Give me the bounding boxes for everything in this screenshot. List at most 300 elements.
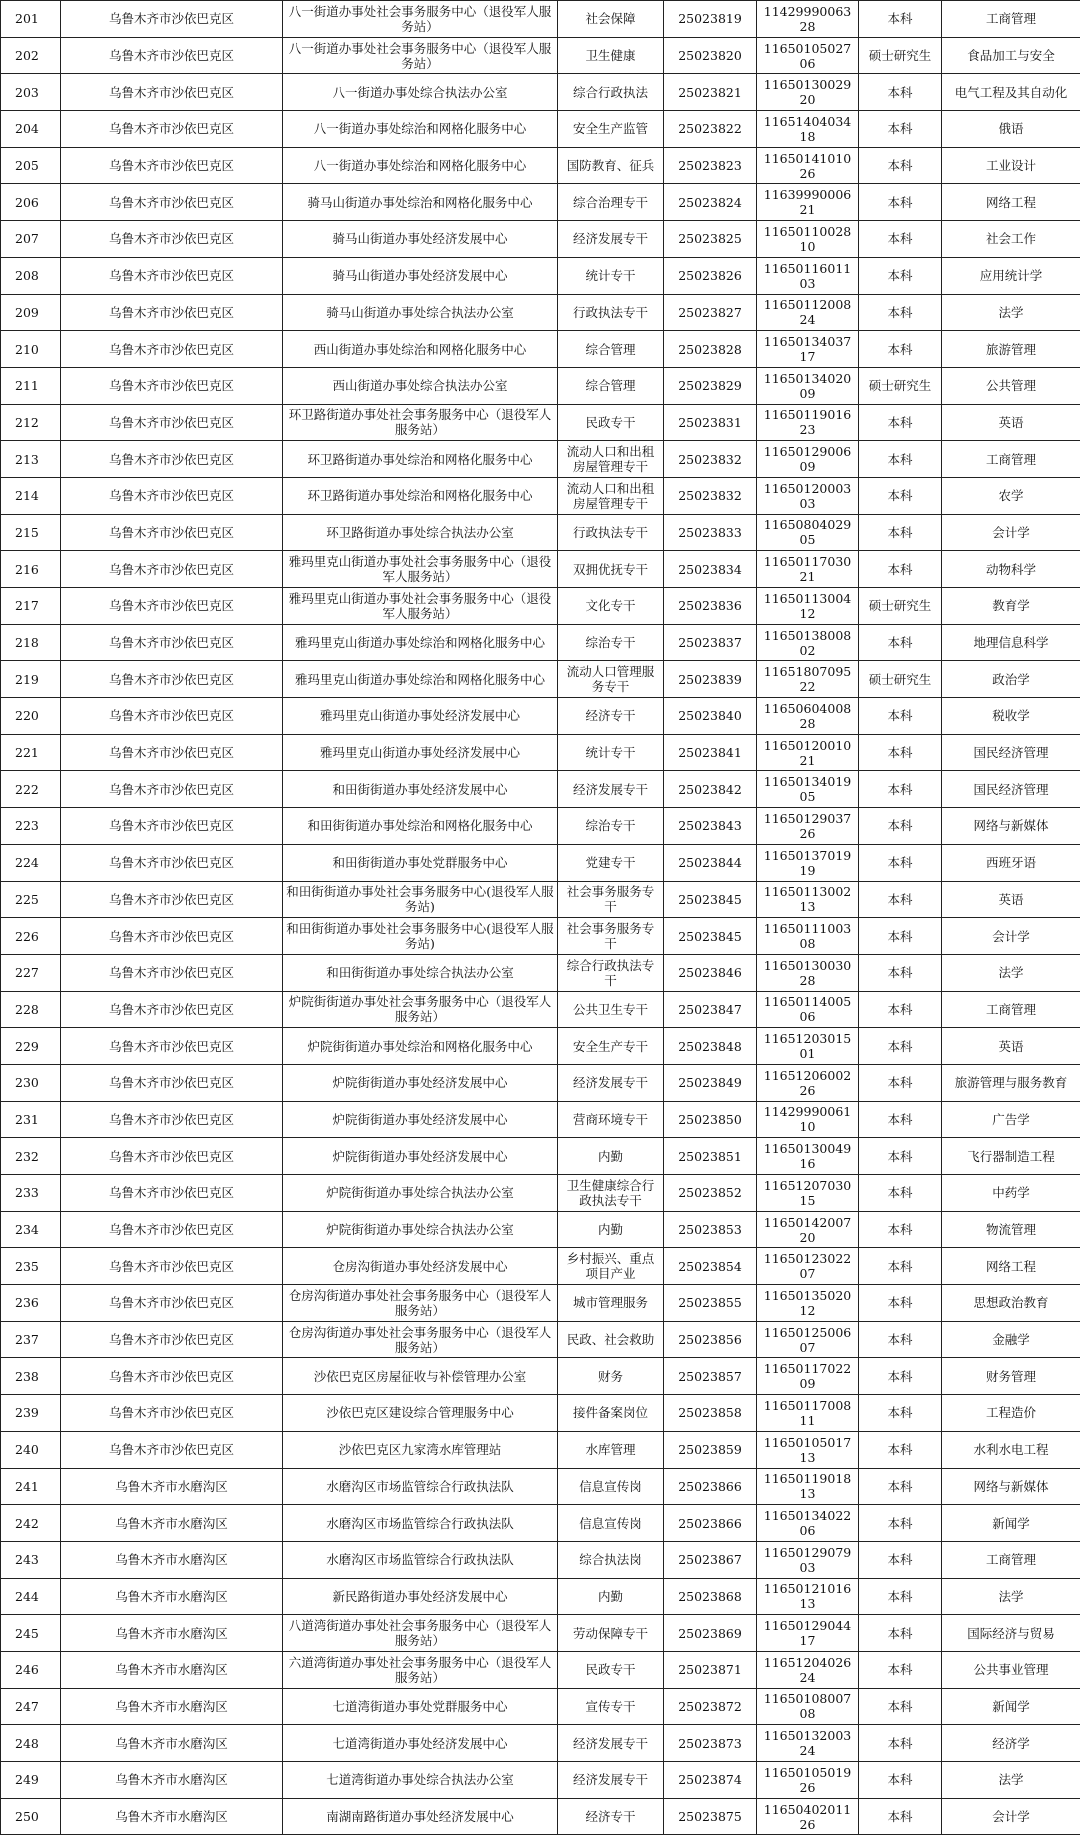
table-row (1, 367, 1080, 404)
cell-registration-number: 1142999006328 (757, 1, 859, 38)
table-row (1, 1101, 1080, 1138)
cell-position-name: 卫生健康 (558, 37, 664, 74)
cell-registration-number: 1165011901623 (757, 404, 859, 441)
table-row (1, 991, 1080, 1028)
cell-row-number: 233 (1, 1175, 61, 1212)
cell-district: 乌鲁木齐市沙依巴克区 (61, 881, 283, 918)
cell-recruiting-unit: 雅玛里克山街道办事处社会事务服务中心（退役军人服务站） (283, 588, 558, 625)
cell-recruiting-unit: 八一街道办事处综治和网格化服务中心 (283, 111, 558, 148)
cell-district: 乌鲁木齐市沙依巴克区 (61, 991, 283, 1028)
cell-position-code: 25023868 (664, 1578, 757, 1615)
cell-position-name: 经济发展专干 (558, 1725, 664, 1762)
cell-recruiting-unit: 和田街街道办事处综合执法办公室 (283, 954, 558, 991)
cell-education: 本科 (859, 514, 942, 551)
cell-major: 财务管理 (942, 1358, 1080, 1395)
table-row (1, 1, 1080, 38)
table-row (1, 1248, 1080, 1285)
cell-position-name: 综合治理专干 (558, 184, 664, 221)
cell-recruiting-unit: 和田街街道办事处经济发展中心 (283, 771, 558, 808)
cell-education: 本科 (859, 331, 942, 368)
cell-education: 本科 (859, 257, 942, 294)
cell-position-name: 流动人口和出租房屋管理专干 (558, 477, 664, 514)
cell-position-code: 25023824 (664, 184, 757, 221)
cell-major: 会计学 (942, 918, 1080, 955)
cell-registration-number: 1165010800708 (757, 1688, 859, 1725)
cell-position-code: 25023834 (664, 551, 757, 588)
cell-major: 国际经济与贸易 (942, 1615, 1080, 1652)
cell-row-number: 228 (1, 991, 61, 1028)
cell-registration-number: 1165011601103 (757, 257, 859, 294)
cell-district: 乌鲁木齐市沙依巴克区 (61, 551, 283, 588)
cell-major: 思想政治教育 (942, 1285, 1080, 1322)
cell-position-code: 25023822 (664, 111, 757, 148)
cell-education: 本科 (859, 1541, 942, 1578)
cell-major: 会计学 (942, 1798, 1080, 1835)
cell-row-number: 245 (1, 1615, 61, 1652)
cell-row-number: 235 (1, 1248, 61, 1285)
cell-row-number: 243 (1, 1541, 61, 1578)
cell-district: 乌鲁木齐市沙依巴克区 (61, 74, 283, 111)
cell-education: 本科 (859, 221, 942, 258)
cell-position-code: 25023856 (664, 1321, 757, 1358)
cell-education: 硕士研究生 (859, 588, 942, 625)
table-row (1, 771, 1080, 808)
table-row (1, 184, 1080, 221)
table-row (1, 1175, 1080, 1212)
cell-position-code: 25023833 (664, 514, 757, 551)
cell-position-name: 社会保障 (558, 1, 664, 38)
cell-position-code: 25023832 (664, 441, 757, 478)
table-row (1, 624, 1080, 661)
cell-recruiting-unit: 骑马山街道办事处综合执法办公室 (283, 294, 558, 331)
cell-recruiting-unit: 雅玛里克山街道办事处综治和网格化服务中心 (283, 661, 558, 698)
cell-registration-number: 1165013401905 (757, 771, 859, 808)
cell-recruiting-unit: 西山街道办事处综合执法办公室 (283, 367, 558, 404)
cell-recruiting-unit: 八一街道办事处社会事务服务中心（退役军人服务站） (283, 1, 558, 38)
cell-position-code: 25023827 (664, 294, 757, 331)
table-row (1, 1395, 1080, 1432)
cell-education: 本科 (859, 1028, 942, 1065)
cell-major: 税收学 (942, 698, 1080, 735)
cell-position-code: 25023874 (664, 1762, 757, 1799)
table-row (1, 1028, 1080, 1065)
cell-position-code: 25023872 (664, 1688, 757, 1725)
table-row (1, 1541, 1080, 1578)
cell-position-code: 25023852 (664, 1175, 757, 1212)
cell-position-name: 接件备案岗位 (558, 1395, 664, 1432)
cell-education: 本科 (859, 1431, 942, 1468)
cell-position-code: 25023829 (664, 367, 757, 404)
cell-major: 俄语 (942, 111, 1080, 148)
cell-major: 公共事业管理 (942, 1651, 1080, 1688)
cell-row-number: 238 (1, 1358, 61, 1395)
cell-major: 应用统计学 (942, 257, 1080, 294)
cell-registration-number: 1165012900609 (757, 441, 859, 478)
cell-recruiting-unit: 八一街道办事处综合执法办公室 (283, 74, 558, 111)
cell-registration-number: 1165012903726 (757, 808, 859, 845)
cell-row-number: 232 (1, 1138, 61, 1175)
cell-district: 乌鲁木齐市水磨沟区 (61, 1688, 283, 1725)
cell-district: 乌鲁木齐市沙依巴克区 (61, 477, 283, 514)
cell-major: 食品加工与安全 (942, 37, 1080, 74)
cell-position-code: 25023853 (664, 1211, 757, 1248)
cell-position-name: 安全生产监管 (558, 111, 664, 148)
table-row (1, 1505, 1080, 1542)
cell-row-number: 241 (1, 1468, 61, 1505)
cell-recruiting-unit: 水磨沟区市场监管综合行政执法队 (283, 1541, 558, 1578)
table-row (1, 551, 1080, 588)
cell-district: 乌鲁木齐市沙依巴克区 (61, 808, 283, 845)
cell-major: 工商管理 (942, 1541, 1080, 1578)
cell-education: 本科 (859, 624, 942, 661)
cell-recruiting-unit: 和田街街道办事处社会事务服务中心(退役军人服务站) (283, 918, 558, 955)
table-row (1, 1064, 1080, 1101)
cell-education: 本科 (859, 734, 942, 771)
cell-registration-number: 1165011002810 (757, 221, 859, 258)
cell-district: 乌鲁木齐市沙依巴克区 (61, 331, 283, 368)
table-row (1, 37, 1080, 74)
cell-recruiting-unit: 沙依巴克区房屋征收与补偿管理办公室 (283, 1358, 558, 1395)
cell-position-name: 经济专干 (558, 698, 664, 735)
cell-education: 本科 (859, 1, 942, 38)
cell-major: 法学 (942, 294, 1080, 331)
cell-position-name: 内勤 (558, 1211, 664, 1248)
cell-position-code: 25023847 (664, 991, 757, 1028)
cell-district: 乌鲁木齐市沙依巴克区 (61, 441, 283, 478)
table-row (1, 1762, 1080, 1799)
cell-row-number: 201 (1, 1, 61, 38)
cell-major: 新闻学 (942, 1505, 1080, 1542)
cell-recruiting-unit: 七道湾街道办事处经济发展中心 (283, 1725, 558, 1762)
cell-position-code: 25023858 (664, 1395, 757, 1432)
cell-education: 本科 (859, 1285, 942, 1322)
cell-position-code: 25023869 (664, 1615, 757, 1652)
cell-education: 本科 (859, 1175, 942, 1212)
cell-registration-number: 1165011700811 (757, 1395, 859, 1432)
cell-major: 工商管理 (942, 441, 1080, 478)
cell-district: 乌鲁木齐市沙依巴克区 (61, 1211, 283, 1248)
cell-recruiting-unit: 沙依巴克区建设综合管理服务中心 (283, 1395, 558, 1432)
cell-position-code: 25023850 (664, 1101, 757, 1138)
cell-district: 乌鲁木齐市沙依巴克区 (61, 367, 283, 404)
cell-registration-number: 1165120402624 (757, 1651, 859, 1688)
cell-major: 广告学 (942, 1101, 1080, 1138)
cell-district: 乌鲁木齐市沙依巴克区 (61, 1431, 283, 1468)
cell-registration-number: 1165080402905 (757, 514, 859, 551)
cell-district: 乌鲁木齐市沙依巴克区 (61, 37, 283, 74)
cell-row-number: 213 (1, 441, 61, 478)
cell-registration-number: 1165011300412 (757, 588, 859, 625)
cell-recruiting-unit: 水磨沟区市场监管综合行政执法队 (283, 1505, 558, 1542)
table-row (1, 147, 1080, 184)
cell-education: 本科 (859, 1651, 942, 1688)
cell-registration-number: 1165012000303 (757, 477, 859, 514)
cell-registration-number: 1165012101613 (757, 1578, 859, 1615)
cell-position-name: 综治专干 (558, 624, 664, 661)
cell-recruiting-unit: 七道湾街道办事处党群服务中心 (283, 1688, 558, 1725)
cell-registration-number: 1142999006110 (757, 1101, 859, 1138)
cell-row-number: 209 (1, 294, 61, 331)
cell-district: 乌鲁木齐市沙依巴克区 (61, 1138, 283, 1175)
cell-major: 会计学 (942, 514, 1080, 551)
cell-recruiting-unit: 炉院街街道办事处综治和网格化服务中心 (283, 1028, 558, 1065)
table-row (1, 1651, 1080, 1688)
cell-row-number: 204 (1, 111, 61, 148)
cell-education: 本科 (859, 1248, 942, 1285)
cell-recruiting-unit: 雅玛里克山街道办事处经济发展中心 (283, 698, 558, 735)
cell-major: 国民经济管理 (942, 734, 1080, 771)
cell-registration-number: 1165012500607 (757, 1321, 859, 1358)
cell-position-code: 25023831 (664, 404, 757, 441)
cell-recruiting-unit: 炉院街街道办事处经济发展中心 (283, 1138, 558, 1175)
cell-row-number: 208 (1, 257, 61, 294)
cell-registration-number: 1165012904417 (757, 1615, 859, 1652)
cell-major: 金融学 (942, 1321, 1080, 1358)
cell-education: 本科 (859, 551, 942, 588)
cell-major: 英语 (942, 881, 1080, 918)
cell-position-code: 25023845 (664, 881, 757, 918)
cell-education: 本科 (859, 1468, 942, 1505)
cell-education: 本科 (859, 1798, 942, 1835)
cell-recruiting-unit: 六道湾街道办事处社会事务服务中心（退役军人服务站） (283, 1651, 558, 1688)
cell-registration-number: 1165120703015 (757, 1175, 859, 1212)
cell-district: 乌鲁木齐市沙依巴克区 (61, 771, 283, 808)
cell-education: 本科 (859, 147, 942, 184)
cell-major: 法学 (942, 1578, 1080, 1615)
cell-position-name: 国防教育、征兵 (558, 147, 664, 184)
cell-education: 本科 (859, 881, 942, 918)
cell-recruiting-unit: 仓房沟街道办事处社会事务服务中心（退役军人服务站） (283, 1321, 558, 1358)
table-row (1, 881, 1080, 918)
cell-position-name: 民政、社会救助 (558, 1321, 664, 1358)
cell-district: 乌鲁木齐市沙依巴克区 (61, 221, 283, 258)
cell-registration-number: 1163999000621 (757, 184, 859, 221)
cell-row-number: 224 (1, 844, 61, 881)
cell-registration-number: 1165013403717 (757, 331, 859, 368)
cell-position-code: 25023843 (664, 808, 757, 845)
table-row (1, 918, 1080, 955)
cell-major: 动物科学 (942, 551, 1080, 588)
cell-major: 新闻学 (942, 1688, 1080, 1725)
table-row (1, 1285, 1080, 1322)
cell-position-code: 25023846 (664, 954, 757, 991)
cell-position-name: 统计专干 (558, 257, 664, 294)
cell-registration-number: 1165014101026 (757, 147, 859, 184)
cell-major: 农学 (942, 477, 1080, 514)
cell-position-name: 经济专干 (558, 1798, 664, 1835)
cell-district: 乌鲁木齐市沙依巴克区 (61, 954, 283, 991)
cell-recruiting-unit: 南湖南路街道办事处经济发展中心 (283, 1798, 558, 1835)
table-row (1, 954, 1080, 991)
cell-position-name: 财务 (558, 1358, 664, 1395)
cell-registration-number: 1165014200720 (757, 1211, 859, 1248)
table-row (1, 661, 1080, 698)
table-body (1, 1, 1080, 1835)
cell-position-code: 25023845 (664, 918, 757, 955)
cell-major: 地理信息科学 (942, 624, 1080, 661)
cell-registration-number: 1165010501713 (757, 1431, 859, 1468)
cell-position-name: 公共卫生专干 (558, 991, 664, 1028)
cell-education: 本科 (859, 1725, 942, 1762)
cell-education: 本科 (859, 477, 942, 514)
cell-position-name: 流动人口管理服务专干 (558, 661, 664, 698)
cell-position-name: 社会事务服务专干 (558, 918, 664, 955)
cell-position-code: 25023821 (664, 74, 757, 111)
cell-position-code: 25023875 (664, 1798, 757, 1835)
cell-recruiting-unit: 环卫路街道办事处综治和网格化服务中心 (283, 477, 558, 514)
cell-position-code: 25023867 (664, 1541, 757, 1578)
cell-major: 英语 (942, 1028, 1080, 1065)
table-row (1, 734, 1080, 771)
cell-position-code: 25023844 (664, 844, 757, 881)
table-row (1, 331, 1080, 368)
cell-education: 本科 (859, 918, 942, 955)
cell-position-name: 综合行政执法专干 (558, 954, 664, 991)
cell-row-number: 242 (1, 1505, 61, 1542)
cell-position-name: 双拥优抚专干 (558, 551, 664, 588)
cell-major: 工商管理 (942, 1, 1080, 38)
cell-row-number: 211 (1, 367, 61, 404)
cell-education: 本科 (859, 1578, 942, 1615)
cell-district: 乌鲁木齐市沙依巴克区 (61, 698, 283, 735)
cell-position-name: 城市管理服务 (558, 1285, 664, 1322)
table-row (1, 1321, 1080, 1358)
cell-position-name: 安全生产专干 (558, 1028, 664, 1065)
cell-position-code: 25023855 (664, 1285, 757, 1322)
cell-row-number: 218 (1, 624, 61, 661)
cell-position-name: 综合执法岗 (558, 1541, 664, 1578)
cell-education: 本科 (859, 294, 942, 331)
cell-recruiting-unit: 骑马山街道办事处经济发展中心 (283, 257, 558, 294)
cell-position-code: 25023825 (664, 221, 757, 258)
cell-registration-number: 1165013003028 (757, 954, 859, 991)
cell-row-number: 236 (1, 1285, 61, 1322)
cell-recruiting-unit: 骑马山街道办事处经济发展中心 (283, 221, 558, 258)
cell-position-name: 乡村振兴、重点项目产业 (558, 1248, 664, 1285)
cell-district: 乌鲁木齐市水磨沟区 (61, 1578, 283, 1615)
cell-position-code: 25023836 (664, 588, 757, 625)
cell-recruiting-unit: 雅玛里克山街道办事处社会事务服务中心（退役军人服务站） (283, 551, 558, 588)
cell-district: 乌鲁木齐市水磨沟区 (61, 1798, 283, 1835)
cell-education: 本科 (859, 698, 942, 735)
cell-position-code: 25023866 (664, 1505, 757, 1542)
cell-position-name: 统计专干 (558, 734, 664, 771)
cell-district: 乌鲁木齐市水磨沟区 (61, 1541, 283, 1578)
cell-district: 乌鲁木齐市沙依巴克区 (61, 184, 283, 221)
cell-registration-number: 1165012302207 (757, 1248, 859, 1285)
cell-position-name: 经济发展专干 (558, 221, 664, 258)
cell-position-code: 25023842 (664, 771, 757, 808)
cell-recruiting-unit: 炉院街街道办事处社会事务服务中心（退役军人服务站） (283, 991, 558, 1028)
cell-recruiting-unit: 仓房沟街道办事处经济发展中心 (283, 1248, 558, 1285)
cell-position-code: 25023848 (664, 1028, 757, 1065)
cell-major: 工商管理 (942, 991, 1080, 1028)
cell-major: 英语 (942, 404, 1080, 441)
cell-major: 经济学 (942, 1725, 1080, 1762)
cell-registration-number: 1165011703021 (757, 551, 859, 588)
cell-registration-number: 1165013002920 (757, 74, 859, 111)
cell-position-name: 综合管理 (558, 367, 664, 404)
cell-district: 乌鲁木齐市沙依巴克区 (61, 1064, 283, 1101)
cell-position-code: 25023837 (664, 624, 757, 661)
cell-position-code: 25023854 (664, 1248, 757, 1285)
cell-education: 本科 (859, 184, 942, 221)
cell-education: 本科 (859, 1211, 942, 1248)
cell-position-code: 25023826 (664, 257, 757, 294)
cell-position-name: 水库管理 (558, 1431, 664, 1468)
cell-row-number: 240 (1, 1431, 61, 1468)
table-row (1, 1138, 1080, 1175)
cell-row-number: 246 (1, 1651, 61, 1688)
cell-major: 网络工程 (942, 184, 1080, 221)
cell-recruiting-unit: 环卫路街道办事处社会事务服务中心（退役军人服务站） (283, 404, 558, 441)
cell-position-code: 25023828 (664, 331, 757, 368)
table-row (1, 1688, 1080, 1725)
cell-row-number: 230 (1, 1064, 61, 1101)
cell-position-name: 信息宣传岗 (558, 1468, 664, 1505)
table-row (1, 588, 1080, 625)
table-row (1, 441, 1080, 478)
cell-position-code: 25023873 (664, 1725, 757, 1762)
cell-district: 乌鲁木齐市沙依巴克区 (61, 734, 283, 771)
cell-district: 乌鲁木齐市沙依巴克区 (61, 588, 283, 625)
table-row (1, 74, 1080, 111)
cell-row-number: 212 (1, 404, 61, 441)
cell-recruiting-unit: 沙依巴克区九家湾水库管理站 (283, 1431, 558, 1468)
cell-row-number: 202 (1, 37, 61, 74)
cell-recruiting-unit: 雅玛里克山街道办事处经济发展中心 (283, 734, 558, 771)
cell-position-name: 宣传专干 (558, 1688, 664, 1725)
cell-district: 乌鲁木齐市沙依巴克区 (61, 844, 283, 881)
cell-major: 旅游管理与服务教育 (942, 1064, 1080, 1101)
cell-education: 本科 (859, 1505, 942, 1542)
cell-education: 本科 (859, 74, 942, 111)
cell-district: 乌鲁木齐市沙依巴克区 (61, 1101, 283, 1138)
table-row (1, 514, 1080, 551)
cell-major: 旅游管理 (942, 331, 1080, 368)
cell-education: 本科 (859, 441, 942, 478)
cell-education: 本科 (859, 808, 942, 845)
cell-major: 中药学 (942, 1175, 1080, 1212)
cell-recruiting-unit: 炉院街街道办事处经济发展中心 (283, 1064, 558, 1101)
table-row (1, 808, 1080, 845)
cell-row-number: 223 (1, 808, 61, 845)
cell-registration-number: 1165060400828 (757, 698, 859, 735)
cell-position-code: 25023823 (664, 147, 757, 184)
cell-district: 乌鲁木齐市沙依巴克区 (61, 1028, 283, 1065)
cell-district: 乌鲁木齐市沙依巴克区 (61, 1175, 283, 1212)
cell-row-number: 239 (1, 1395, 61, 1432)
cell-district: 乌鲁木齐市沙依巴克区 (61, 1395, 283, 1432)
table-row (1, 1578, 1080, 1615)
cell-registration-number: 1165011702209 (757, 1358, 859, 1395)
cell-position-code: 25023839 (664, 661, 757, 698)
cell-district: 乌鲁木齐市沙依巴克区 (61, 1, 283, 38)
cell-registration-number: 1165013402206 (757, 1505, 859, 1542)
cell-position-name: 综治专干 (558, 808, 664, 845)
cell-district: 乌鲁木齐市沙依巴克区 (61, 514, 283, 551)
cell-major: 网络工程 (942, 1248, 1080, 1285)
cell-registration-number: 1165013200324 (757, 1725, 859, 1762)
cell-position-name: 综合管理 (558, 331, 664, 368)
cell-position-name: 经济发展专干 (558, 1064, 664, 1101)
table-row (1, 1725, 1080, 1762)
cell-position-name: 流动人口和出租房屋管理专干 (558, 441, 664, 478)
cell-major: 教育学 (942, 588, 1080, 625)
table-row (1, 844, 1080, 881)
cell-education: 本科 (859, 1395, 942, 1432)
cell-position-name: 社会事务服务专干 (558, 881, 664, 918)
